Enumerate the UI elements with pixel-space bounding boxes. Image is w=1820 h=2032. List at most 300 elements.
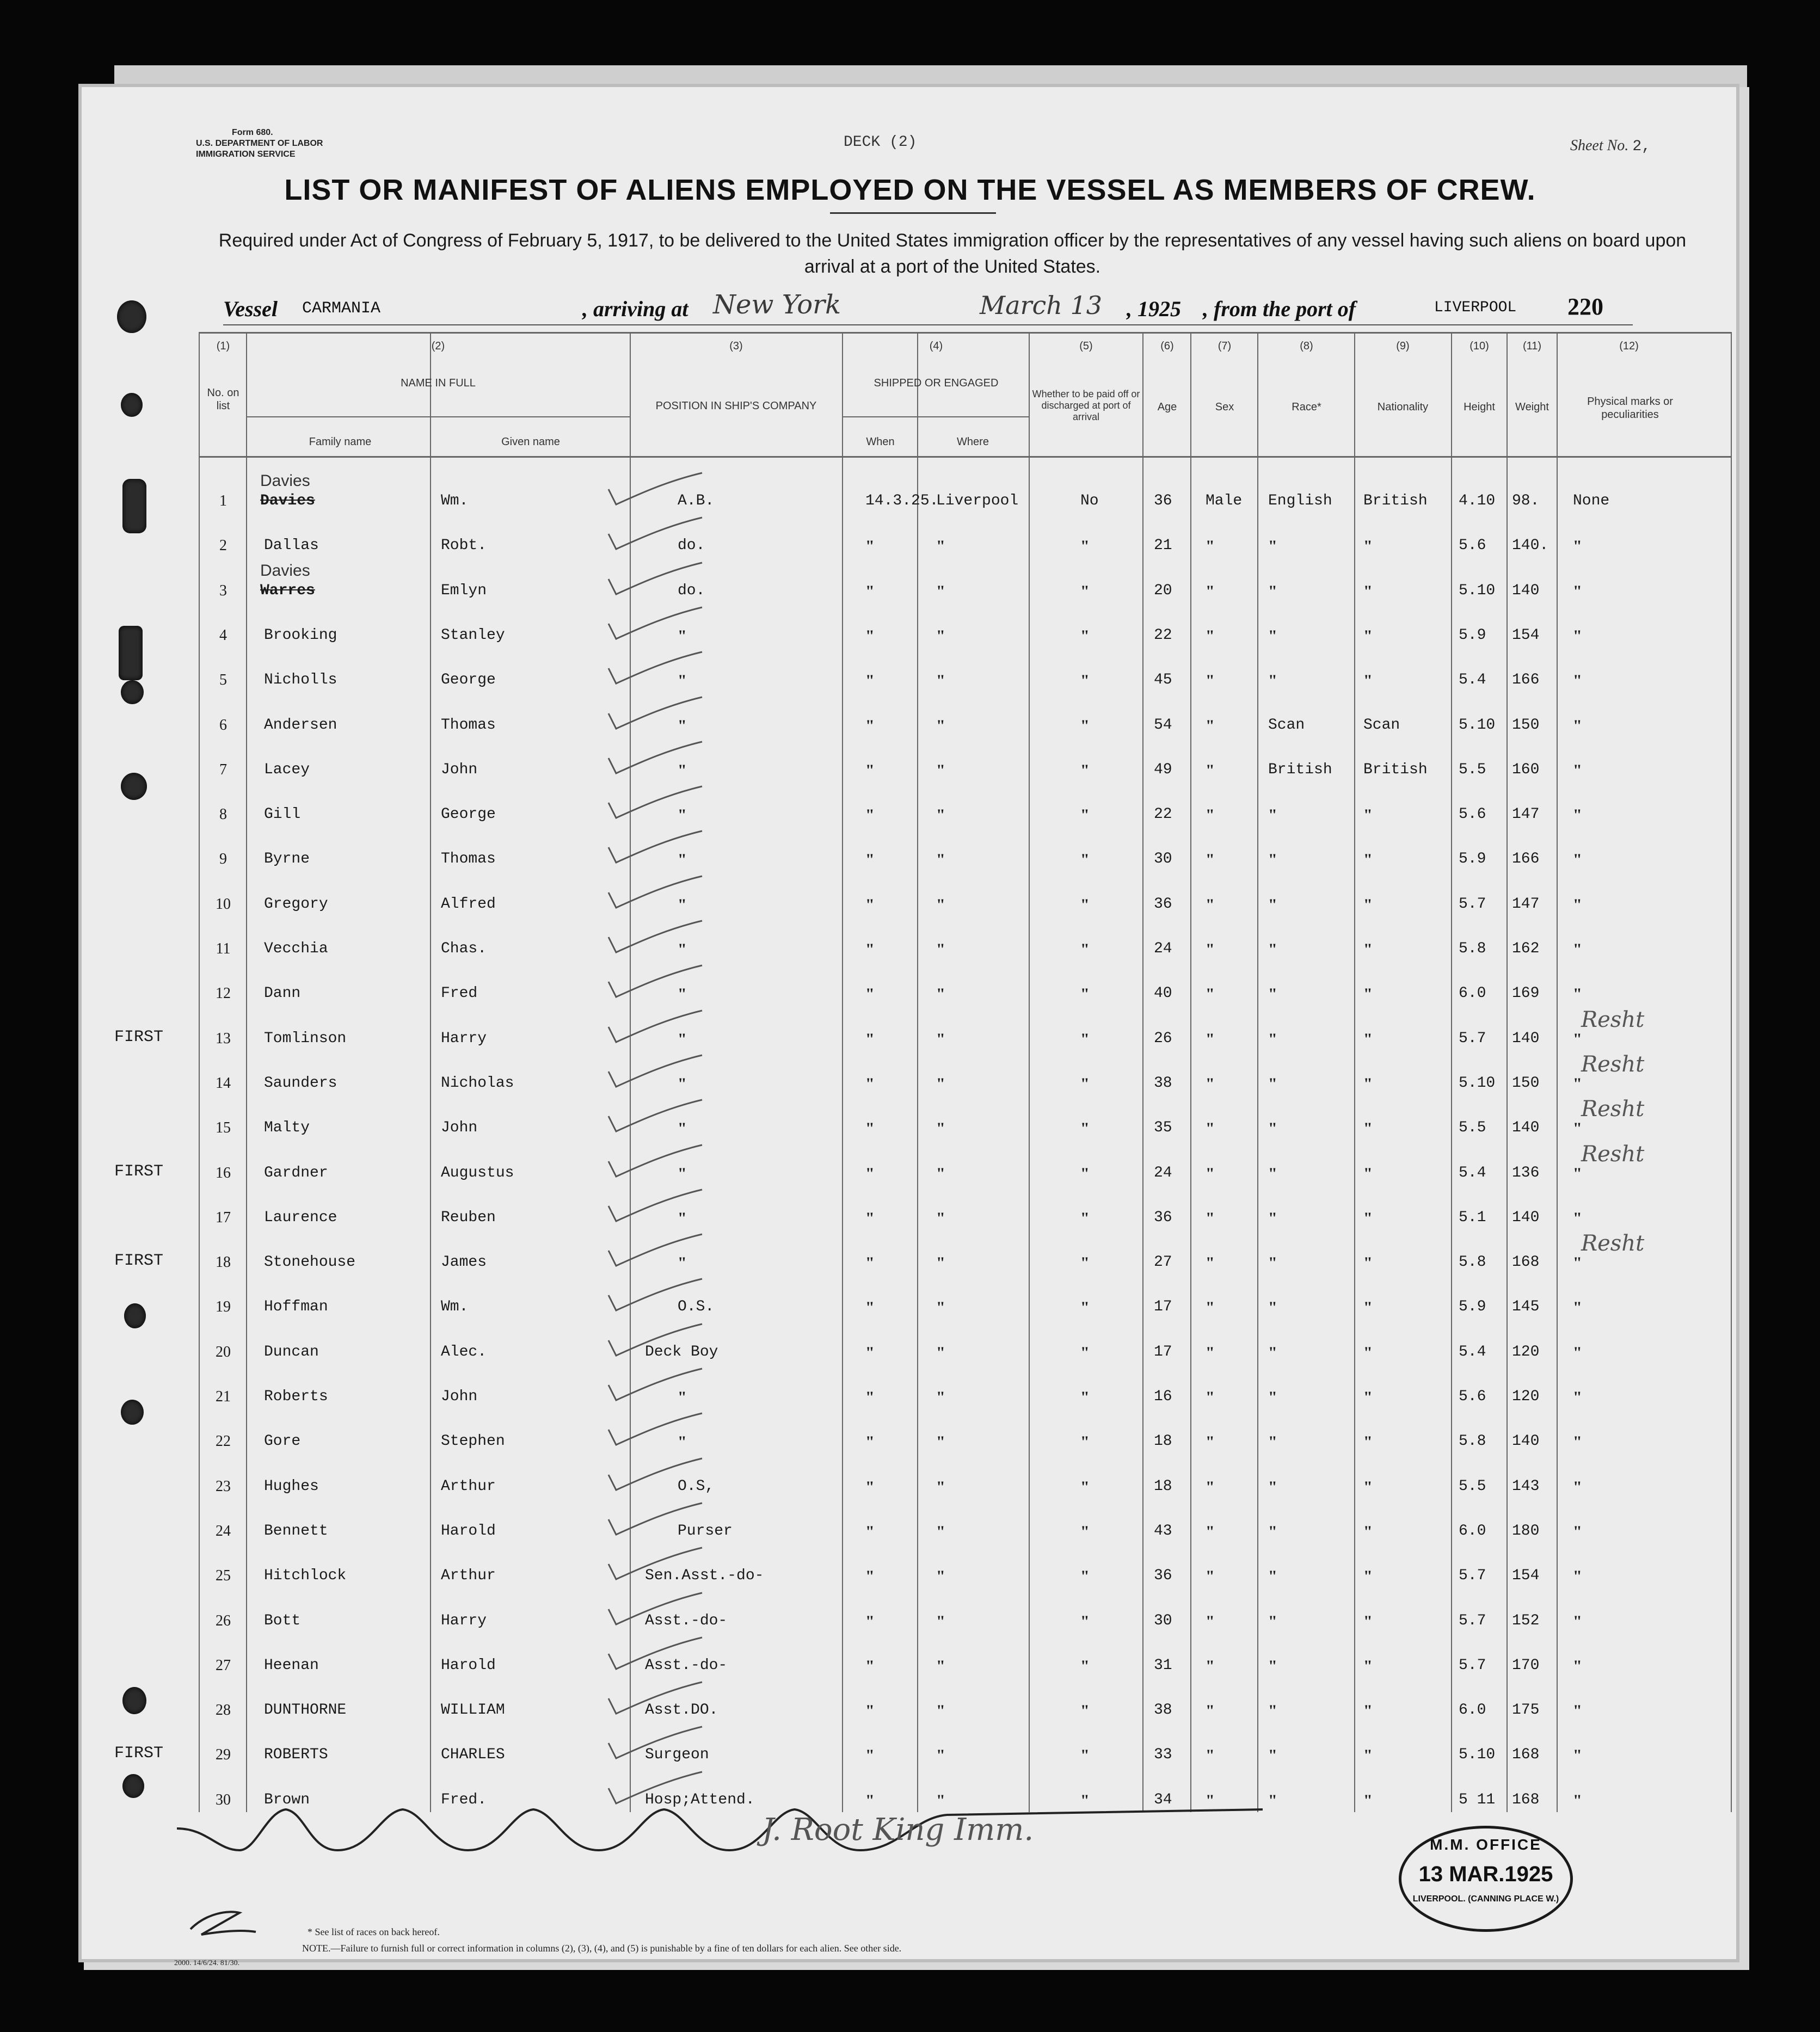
nationality: " (1363, 1612, 1373, 1630)
height: 5.7 (1459, 1657, 1486, 1674)
given-name: Arthur (441, 1567, 496, 1584)
marks: " (1573, 851, 1582, 869)
race: " (1268, 1030, 1277, 1048)
age: 45 (1154, 672, 1172, 688)
race: " (1268, 582, 1277, 600)
race: " (1268, 1612, 1277, 1630)
given-name: Arthur (441, 1478, 496, 1495)
given-name: Fred (441, 985, 478, 1002)
paid: " (1080, 1388, 1090, 1406)
race: Scan (1268, 717, 1305, 734)
position: " (678, 1388, 687, 1406)
table-column-rule (1257, 332, 1258, 1812)
position: Hosp;Attend. (645, 1791, 755, 1808)
when: " (865, 1433, 875, 1451)
paid: " (1080, 672, 1090, 689)
when: " (865, 537, 875, 555)
form-number: Form 680. (232, 128, 273, 137)
department: U.S. DEPARTMENT OF LABOR (196, 139, 323, 148)
paid: " (1080, 717, 1090, 735)
table-column-rule (430, 332, 431, 1812)
nationality: Scan (1363, 717, 1400, 734)
when: " (865, 1523, 875, 1541)
given-name: John (441, 761, 478, 778)
when: " (865, 896, 875, 914)
given-name: Alec. (441, 1344, 487, 1360)
closing-scroll-line (174, 1796, 1274, 1861)
row-number: 15 (216, 1119, 231, 1136)
where: " (936, 1478, 945, 1496)
family-name: Duncan (264, 1344, 319, 1360)
position: Sen.Asst.-do- (645, 1567, 764, 1584)
paid: " (1080, 1433, 1090, 1451)
weight: 154 (1512, 1567, 1540, 1584)
where: " (936, 1254, 945, 1272)
height: 5.5 (1459, 761, 1486, 778)
check-mark-icon (604, 1501, 708, 1539)
race: " (1268, 1567, 1277, 1585)
family-name: Gregory (264, 896, 328, 913)
sex: " (1206, 985, 1215, 1003)
paid: " (1080, 1344, 1090, 1362)
where: " (936, 1567, 945, 1585)
check-mark-icon (604, 1411, 708, 1449)
binder-hole (122, 1687, 146, 1714)
table-row-rule (199, 456, 1731, 458)
nationality: " (1363, 806, 1373, 824)
weight: 120 (1512, 1344, 1540, 1360)
marks: " (1573, 1433, 1582, 1451)
check-mark-icon (604, 695, 708, 733)
row-number: 26 (216, 1612, 231, 1629)
position: O.S. (678, 1298, 715, 1315)
given-name: Chas. (441, 940, 487, 957)
weight: 150 (1512, 1075, 1540, 1092)
sex: " (1206, 1657, 1215, 1675)
where: " (936, 1344, 945, 1362)
marks: " (1573, 672, 1582, 689)
weight: 143 (1512, 1478, 1540, 1495)
check-mark-icon (604, 740, 708, 778)
age: 35 (1154, 1119, 1172, 1136)
given-name: Stephen (441, 1433, 505, 1450)
age: 49 (1154, 761, 1172, 778)
table-column-rule (1190, 332, 1191, 1812)
marks: " (1573, 1388, 1582, 1406)
margin-scribble (185, 1907, 261, 1940)
nationality: " (1363, 672, 1373, 689)
position: " (678, 761, 687, 779)
col-7-number: (7) (1218, 340, 1232, 352)
where: " (936, 940, 945, 958)
row-number: 3 (219, 582, 227, 599)
position: " (678, 672, 687, 689)
where: " (936, 1612, 945, 1630)
height: 5.7 (1459, 1567, 1486, 1584)
sex: " (1206, 851, 1215, 869)
age: 24 (1154, 1165, 1172, 1181)
table-column-rule (1731, 332, 1732, 1812)
height: 5.7 (1459, 896, 1486, 913)
where: " (936, 851, 945, 869)
where: " (936, 1030, 945, 1048)
position: Surgeon (645, 1746, 709, 1763)
form-identification (196, 127, 323, 160)
given-name: John (441, 1388, 478, 1405)
when: " (865, 1165, 875, 1183)
family-name: Gardner (264, 1165, 328, 1181)
given-name: George (441, 672, 496, 688)
marks: " (1573, 896, 1582, 914)
check-mark-icon (604, 784, 708, 822)
binder-hole (121, 1400, 144, 1425)
handwritten-annotation: Resht (1581, 1007, 1645, 1032)
where: " (936, 1791, 945, 1809)
row-number: 1 (219, 492, 227, 509)
paid: " (1080, 761, 1090, 779)
sex: " (1206, 940, 1215, 958)
sheet-number (1570, 137, 1651, 155)
col-nationality: Nationality (1377, 401, 1429, 413)
height: 5.4 (1459, 1165, 1486, 1181)
age: 17 (1154, 1344, 1172, 1360)
when: " (865, 851, 875, 869)
nationality: " (1363, 1433, 1373, 1451)
binder-hole (117, 300, 146, 333)
col-2-number: (2) (431, 340, 445, 352)
position: Asst.-do- (645, 1657, 728, 1674)
col-age: Age (1157, 401, 1177, 413)
check-mark-icon (604, 1456, 708, 1494)
age: 33 (1154, 1746, 1172, 1763)
race: " (1268, 851, 1277, 869)
page-title: LIST OR MANIFEST OF ALIENS EMPLOYED ON THE VESSEL AS MEMBERS OF CREW. (284, 174, 1536, 206)
sex: " (1206, 1433, 1215, 1451)
where: " (936, 672, 945, 689)
given-name: Stanley (441, 627, 505, 644)
marks: " (1573, 1344, 1582, 1362)
when: " (865, 627, 875, 645)
paid: No (1080, 492, 1099, 509)
row-number: 19 (216, 1298, 231, 1315)
height: 6.0 (1459, 1702, 1486, 1719)
sex: " (1206, 582, 1215, 600)
table-column-rule (1557, 332, 1558, 1812)
age: 31 (1154, 1657, 1172, 1674)
vessel-line (223, 290, 1633, 323)
paid: " (1080, 1702, 1090, 1720)
check-mark-icon (604, 605, 708, 643)
row-number: 17 (216, 1209, 231, 1226)
height: 5.5 (1459, 1119, 1486, 1136)
weight: 150 (1512, 717, 1540, 734)
weight: 147 (1512, 806, 1540, 823)
given-name: Alfred (441, 896, 496, 913)
age: 30 (1154, 851, 1172, 867)
marks: " (1573, 1209, 1582, 1227)
sex: " (1206, 896, 1215, 914)
marks: " (1573, 1523, 1582, 1541)
weight: 169 (1512, 985, 1540, 1002)
paid: " (1080, 1791, 1090, 1809)
table-column-rule (917, 332, 918, 1812)
nationality: British (1363, 761, 1428, 778)
col-12-number: (12) (1619, 340, 1639, 352)
height: 5.7 (1459, 1612, 1486, 1629)
margin-annotation-first: FIRST (114, 1744, 164, 1763)
nationality: British (1363, 492, 1428, 509)
family-name: Gill (264, 806, 301, 823)
row-number: 6 (219, 717, 227, 734)
nationality: " (1363, 1478, 1373, 1496)
where: " (936, 896, 945, 914)
arrival-date: March 13 (980, 291, 1103, 320)
marks: " (1573, 582, 1582, 600)
where: " (936, 627, 945, 645)
row-number: 2 (219, 537, 227, 554)
position: do. (678, 582, 705, 599)
check-mark-icon (604, 1591, 708, 1629)
col-paid-off: Whether to be paid off or discharged at port of arrival (1032, 389, 1140, 422)
position: " (678, 806, 687, 824)
where: " (936, 806, 945, 824)
race: " (1268, 940, 1277, 958)
weight: 175 (1512, 1702, 1540, 1719)
family-name: Andersen (264, 717, 337, 734)
paid: " (1080, 851, 1090, 869)
height: 5.5 (1459, 1478, 1486, 1495)
age: 16 (1154, 1388, 1172, 1405)
nationality: " (1363, 1119, 1373, 1137)
marks: " (1573, 1702, 1582, 1720)
paid: " (1080, 1165, 1090, 1183)
family-name: Roberts (264, 1388, 328, 1405)
check-mark-icon (604, 1187, 708, 1226)
col-3-number: (3) (729, 340, 743, 352)
age: 26 (1154, 1030, 1172, 1047)
paid: " (1080, 1209, 1090, 1227)
when: " (865, 1612, 875, 1630)
col-height: Height (1464, 401, 1495, 413)
table-row-rule (199, 332, 1731, 334)
given-name: James (441, 1254, 487, 1271)
arriving-port: New York (713, 290, 841, 320)
table-column-rule (246, 332, 247, 1812)
nationality: " (1363, 851, 1373, 869)
race: " (1268, 1702, 1277, 1720)
marks: " (1573, 1746, 1582, 1764)
race: " (1268, 1298, 1277, 1316)
binder-hole (122, 479, 146, 533)
family-name: DUNTHORNE (264, 1702, 347, 1719)
given-name: John (441, 1119, 478, 1136)
age: 36 (1154, 1567, 1172, 1584)
check-mark-icon (604, 1322, 708, 1360)
given-name: Harry (441, 1030, 487, 1047)
weight: 140 (1512, 1030, 1540, 1047)
race: " (1268, 1523, 1277, 1541)
sex: " (1206, 1746, 1215, 1764)
paid: " (1080, 1612, 1090, 1630)
marks: " (1573, 537, 1582, 555)
row-number: 16 (216, 1165, 231, 1181)
row-number: 5 (219, 672, 227, 688)
binder-hole (121, 393, 143, 417)
race: " (1268, 1209, 1277, 1227)
age: 21 (1154, 537, 1172, 554)
age: 18 (1154, 1433, 1172, 1450)
from-label: , from the port of (1203, 297, 1356, 321)
marks: " (1573, 761, 1582, 779)
height: 5.9 (1459, 627, 1486, 644)
position: " (678, 1165, 687, 1183)
nationality: " (1363, 1209, 1373, 1227)
race: " (1268, 1388, 1277, 1406)
position: " (678, 1209, 687, 1227)
weight: 166 (1512, 672, 1540, 688)
race: " (1268, 627, 1277, 645)
sex: " (1206, 1119, 1215, 1137)
height: 5.1 (1459, 1209, 1486, 1226)
check-mark-icon (604, 1098, 708, 1136)
family-name: Stonehouse (264, 1254, 356, 1271)
table-row-rule (246, 416, 630, 417)
where: " (936, 761, 945, 779)
check-mark-icon (604, 650, 708, 688)
age: 22 (1154, 627, 1172, 644)
check-mark-icon (604, 561, 708, 599)
check-mark-icon (604, 963, 708, 1001)
family-name: Malty (264, 1119, 310, 1136)
col-shipped: SHIPPED OR ENGAGED (874, 377, 999, 389)
list-number: 220 (1567, 293, 1603, 320)
nationality: " (1363, 1254, 1373, 1272)
family-name: Bott (264, 1612, 301, 1629)
when: " (865, 1791, 875, 1809)
print-code: 2000. 14/6/24. 81/30. (174, 1959, 240, 1967)
sex: " (1206, 717, 1215, 735)
marks: " (1573, 940, 1582, 958)
handwritten-annotation: Resht (1581, 1097, 1645, 1122)
age: 38 (1154, 1075, 1172, 1092)
inspector-signature: J. Root King Imm. (762, 1812, 1034, 1848)
age: 36 (1154, 1209, 1172, 1226)
weight: 180 (1512, 1523, 1540, 1540)
when: " (865, 940, 875, 958)
given-name: Thomas (441, 717, 496, 734)
marks: " (1573, 1657, 1582, 1675)
family-name: Saunders (264, 1075, 337, 1092)
row-number: 20 (216, 1344, 231, 1360)
sheet-label: Sheet No. (1570, 137, 1629, 154)
stamp-date: 13 MAR.1925 (1418, 1862, 1553, 1886)
when: 14.3.25. (865, 492, 939, 509)
table-column-rule (199, 332, 200, 1812)
binder-hole (121, 680, 144, 704)
binder-hole (121, 773, 147, 800)
sex: " (1206, 1791, 1215, 1809)
col-race: Race* (1292, 401, 1321, 413)
nationality: " (1363, 1075, 1373, 1093)
position: " (678, 851, 687, 869)
where: " (936, 1702, 945, 1720)
check-mark-icon (604, 1053, 708, 1091)
where: " (936, 1388, 945, 1406)
when: " (865, 717, 875, 735)
marks: " (1573, 1567, 1582, 1585)
family-name-struck: Warres (260, 582, 315, 599)
when: " (865, 1388, 875, 1406)
when: " (865, 1746, 875, 1764)
age: 54 (1154, 717, 1172, 734)
marks: " (1573, 1165, 1582, 1183)
height: 5.9 (1459, 1298, 1486, 1315)
check-mark-icon (604, 1680, 708, 1718)
where: " (936, 1523, 945, 1541)
row-number: 24 (216, 1523, 231, 1540)
when: " (865, 582, 875, 600)
paid: " (1080, 940, 1090, 958)
margin-annotation-first: FIRST (114, 1162, 164, 1181)
given-name: Wm. (441, 1298, 469, 1315)
table-column-rule (1354, 332, 1355, 1812)
family-name: Hoffman (264, 1298, 328, 1315)
paid: " (1080, 1567, 1090, 1585)
row-number: 11 (216, 940, 231, 957)
marks: " (1573, 1030, 1582, 1048)
where: " (936, 1433, 945, 1451)
nationality: " (1363, 1344, 1373, 1362)
weight: 145 (1512, 1298, 1540, 1315)
table-row-rule (842, 416, 1029, 417)
sex: " (1206, 806, 1215, 824)
position: " (678, 985, 687, 1003)
row-number: 4 (219, 627, 227, 644)
age: 36 (1154, 492, 1172, 509)
check-mark-icon (604, 874, 708, 912)
when: " (865, 1298, 875, 1316)
weight: 166 (1512, 851, 1540, 867)
race: " (1268, 1344, 1277, 1362)
row-number: 7 (219, 761, 227, 778)
sex: " (1206, 1612, 1215, 1630)
given-name: Fred. (441, 1791, 487, 1808)
race: " (1268, 537, 1277, 555)
paid: " (1080, 582, 1090, 600)
height: 5.10 (1459, 582, 1496, 599)
when: " (865, 1702, 875, 1720)
when: " (865, 672, 875, 689)
table-column-rule (842, 332, 843, 1812)
paid: " (1080, 627, 1090, 645)
paid: " (1080, 1075, 1090, 1093)
row-number: 29 (216, 1746, 231, 1763)
when: " (865, 1657, 875, 1675)
sex: " (1206, 1254, 1215, 1272)
weight: 162 (1512, 940, 1540, 957)
given-name: Nicholas (441, 1075, 514, 1092)
paid: " (1080, 537, 1090, 555)
col-where: Where (957, 436, 989, 448)
height: 5.10 (1459, 1075, 1496, 1092)
row-number: 30 (216, 1791, 231, 1808)
given-name: Harold (441, 1657, 496, 1674)
row-number: 18 (216, 1254, 231, 1271)
family-name-correction: Davies (260, 562, 310, 580)
height: 5.10 (1459, 717, 1496, 734)
position: " (678, 1254, 687, 1272)
col-4-number: (4) (929, 340, 943, 352)
